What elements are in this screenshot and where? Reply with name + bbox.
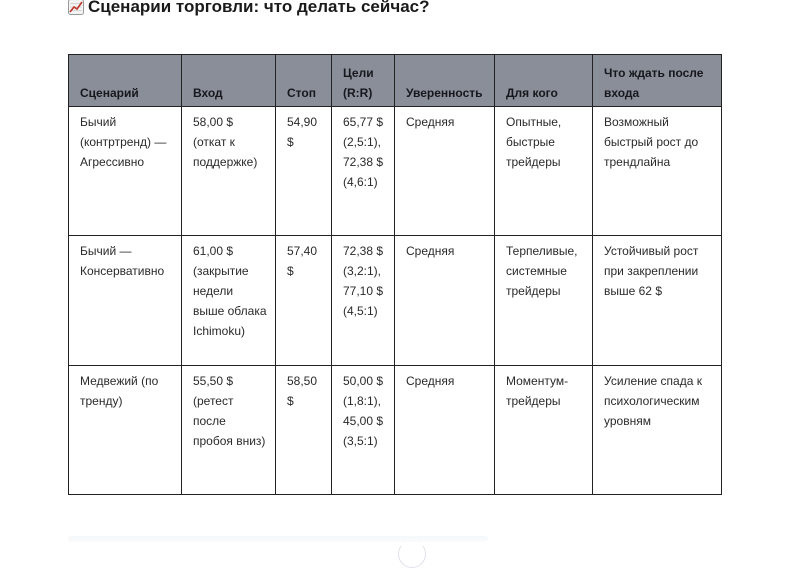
table-cell: Устойчивый рост при закреплении выше 62 $ xyxy=(593,236,722,366)
table-cell: Средняя xyxy=(395,366,495,495)
table-cell: 55,50 $ (ретест после пробоя вниз) xyxy=(182,366,276,495)
column-header-stop: Стоп xyxy=(276,55,332,107)
table-cell: 61,00 $ (закрытие недели выше облака Ichimoku) xyxy=(182,236,276,366)
table-cell: Моментум-трейдеры xyxy=(495,366,593,495)
table-cell: Усиление спада к психологическим уровням xyxy=(593,366,722,495)
page-title xyxy=(68,0,430,19)
table-cell: Опытные, быстрые трейдеры xyxy=(495,107,593,236)
bottom-fade-overlay xyxy=(0,522,800,546)
column-header-scenario: Сценарий xyxy=(69,55,182,107)
table-cell: Бычий (контртренд) — Агрессивно xyxy=(69,107,182,236)
table-cell: 58,50 $ xyxy=(276,366,332,495)
table-cell: Средняя xyxy=(395,107,495,236)
scenarios-table xyxy=(68,54,722,495)
column-header-confidence: Уверенность xyxy=(395,55,495,107)
column-header-audience: Для кого xyxy=(495,55,593,107)
column-header-expectation: Что ждать после входа xyxy=(593,55,722,107)
table-header-row xyxy=(69,55,722,107)
column-header-targets: Цели (R:R) xyxy=(332,55,395,107)
column-header-entry: Вход xyxy=(182,55,276,107)
table-cell: Терпеливые, системные трейдеры xyxy=(495,236,593,366)
table-cell: 58,00 $ (откат к поддержке) xyxy=(182,107,276,236)
table-cell: 57,40 $ xyxy=(276,236,332,366)
table-cell: Средняя xyxy=(395,236,495,366)
table-row xyxy=(69,236,722,366)
table-cell: 50,00 $ (1,8:1), 45,00 $ (3,5:1) xyxy=(332,366,395,495)
chart-increasing-icon xyxy=(68,0,84,15)
table-cell: Возможный быстрый рост до трендлайна xyxy=(593,107,722,236)
page-title-text: Сценарии торговли: что делать сейчас? xyxy=(88,0,430,16)
table-cell: Медвежий (по тренду) xyxy=(69,366,182,495)
table-row xyxy=(69,107,722,236)
table-row xyxy=(69,366,722,495)
table-cell: 65,77 $ (2,5:1), 72,38 $ (4,6:1) xyxy=(332,107,395,236)
table-cell: 72,38 $ (3,2:1), 77,10 $ (4,5:1) xyxy=(332,236,395,366)
table-cell: Бычий — Консервативно xyxy=(69,236,182,366)
table-cell: 54,90 $ xyxy=(276,107,332,236)
